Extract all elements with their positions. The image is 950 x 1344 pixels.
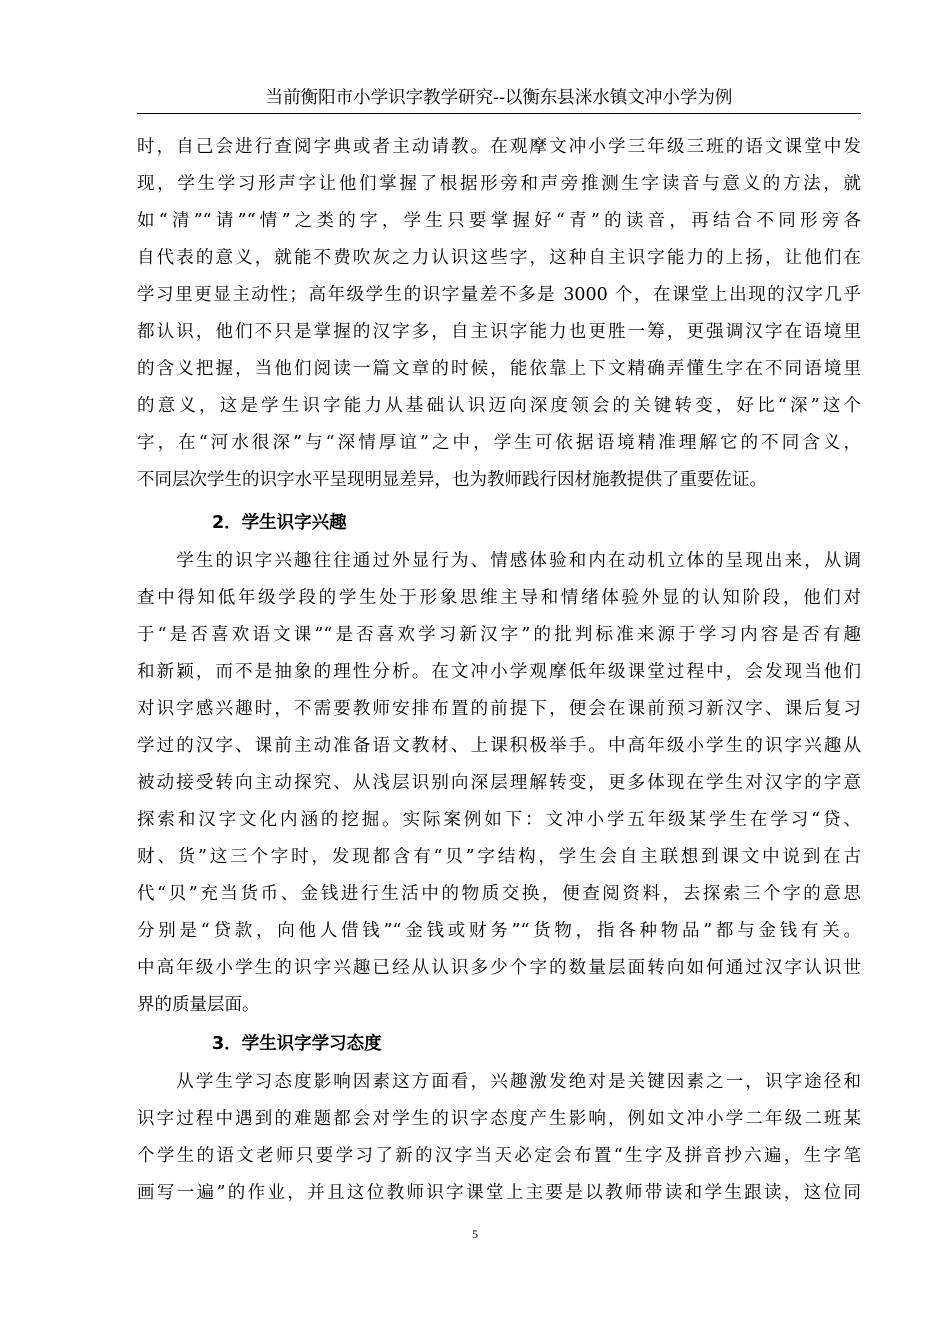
paragraph-line: 对识字感兴趣时，不需要教师安排布置的前提下，便会在课前预习新汉字、课后复习 [137, 699, 861, 719]
paragraph-line: 都认识，他们不只是掌握的汉字多，自主识字能力也更胜一筹，更强调汉字在语境里 [137, 322, 861, 342]
paragraph-line: 时，自己会进行查阅字典或者主动请教。在观摩文冲小学三年级三班的语文课堂中发 [137, 137, 861, 157]
paragraph-line: 识字过程中遇到的难题都会对学生的识字态度产生影响，例如文冲小学二年级二班某 [137, 1109, 861, 1129]
paragraph-line: 中高年级小学生的识字兴趣已经从认识多少个字的数量层面转向如何通过汉字认识世 [137, 958, 861, 978]
paragraph-line: 财、货”这三个字时，发现都含有“贝”字结构，学生会自主联想到课文中说到在古 [137, 847, 861, 867]
paragraph-line: 学过的汉字、课前主动准备语文教材、上课积极举手。中高年级小学生的识字兴趣从 [137, 736, 861, 756]
paragraph-line: 不同层次学生的识字水平呈现明显差异，也为教师践行因材施教提供了重要佐证。 [137, 470, 767, 490]
paragraph-line: 如“清”“请”“情”之类的字，学生只要掌握好“青”的读音，再结合不同形旁各 [137, 211, 861, 231]
paragraph-line: 学生的识字兴趣往往通过外显行为、情感体验和内在动机立体的呈现出来，从调 [137, 551, 861, 571]
paragraph-line: 探索和汉字文化内涵的挖掘。实际案例如下：文冲小学五年级某学生在学习“贷、 [137, 810, 861, 830]
paragraph-line: 于“是否喜欢语文课”“是否喜欢学习新汉字”的批判标准来源于学习内容是否有趣 [137, 625, 861, 645]
paragraph-line: 自代表的意义，就能不费吹灰之力认识这些字，这种自主识字能力的上扬，让他们在 [137, 248, 861, 268]
paragraph-line: 被动接受转向主动探究、从浅层识别向深层理解转变，更多体现在学生对汉字的字意 [137, 773, 861, 793]
paragraph-line: 现，学生学习形声字让他们掌握了根据形旁和声旁推测生字读音与意义的方法，就 [137, 174, 861, 194]
paragraph-line: 从学生学习态度影响因素这方面看，兴趣激发绝对是关键因素之一，识字途径和 [137, 1072, 861, 1092]
section-heading: 3．学生识字学习态度 [212, 1034, 382, 1054]
paragraph-line: 代“贝”充当货币、金钱进行生活中的物质交换，便查阅资料，去探索三个字的意思 [137, 884, 861, 904]
page-number: 5 [472, 1227, 478, 1241]
paragraph-line: 和新颖，而不是抽象的理性分析。在文冲小学观摩低年级课堂过程中，会发现当他们 [137, 662, 861, 682]
paragraph-line: 字，在“河水很深”与“深情厚谊”之中，学生可依据语境精准理解它的不同含义， [137, 433, 861, 453]
paragraph-line: 个学生的语文老师只要学习了新的汉字当天必定会布置“生字及拼音抄六遍，生字笔 [137, 1146, 861, 1166]
paragraph-line: 界的质量层面。 [137, 995, 260, 1015]
paragraph-line: 的含义把握，当他们阅读一篇文章的时候，能依靠上下文精确弄懂生字在不同语境里 [137, 359, 861, 379]
paragraph-line: 学习里更显主动性；高年级学生的识字量差不多是 3000 个，在课堂上出现的汉字几乎 [137, 285, 861, 305]
paragraph-line: 查中得知低年级学段的学生处于形象思维主导和情绪体验外显的认知阶段，他们对 [137, 588, 861, 608]
paragraph-line: 画写一遍”的作业，并且这位教师识字课堂上主要是以教师带读和学生跟读，这位同 [137, 1183, 861, 1203]
paragraph-line: 分别是“贷款，向他人借钱”“金钱或财务”“货物，指各种物品”都与金钱有关。 [137, 921, 861, 941]
running-header: 当前衡阳市小学识字教学研究--以衡东县洣水镇文冲小学为例 [137, 84, 861, 114]
paragraph-line: 的意义，这是学生识字能力从基础认识迈向深度领会的关键转变，好比“深”这个 [137, 396, 861, 416]
section-heading: 2．学生识字兴趣 [212, 513, 347, 533]
